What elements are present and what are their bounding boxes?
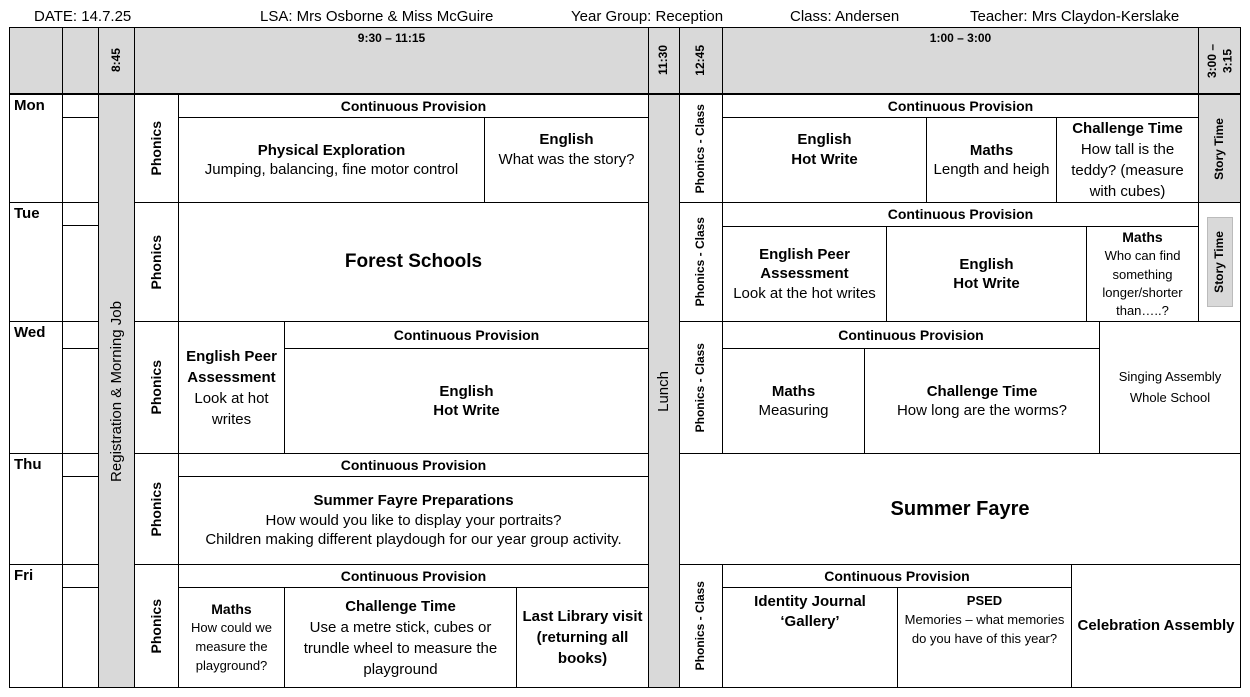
day-thu: Thu [9, 453, 63, 565]
mon-pm-challenge-time: Challenge Time How tall is the teddy? (measure with cubes) [1056, 117, 1199, 203]
fri-pm-psed: PSED Memories – what memories do you have of this year? [897, 587, 1072, 688]
time-930-1115: 9:30 – 11:15 [134, 27, 649, 94]
mon-pm-english: English Hot Write [722, 117, 927, 203]
fri-am-last-library-visit: Last Library visit (returning all books) [516, 587, 649, 688]
day-tue: Tue [9, 202, 63, 322]
time-845: 8:45 [98, 27, 135, 94]
grid-cell [62, 564, 99, 588]
phonics-class-fri: Phonics - Class [679, 564, 723, 688]
time-100-300: 1:00 – 3:00 [722, 27, 1199, 94]
wed-am-continuous-provision: Continuous Provision [284, 321, 649, 349]
wed-am-english: English Hot Write [284, 348, 649, 454]
wed-pm-continuous-provision: Continuous Provision [722, 321, 1100, 349]
time-1130: 11:30 [648, 27, 680, 94]
lsa-label: LSA: Mrs Osborne & Miss McGuire [260, 8, 494, 25]
wed-pm-maths: Maths Measuring [722, 348, 865, 454]
corner-cell-2 [62, 27, 99, 94]
class-label: Class: Andersen [790, 8, 900, 25]
day-fri: Fri [9, 564, 63, 688]
tue-story-time-cell [1198, 202, 1241, 322]
wed-pm-challenge-time: Challenge Time How long are the worms? [864, 348, 1100, 454]
thu-pm-summer-fayre: Summer Fayre [679, 453, 1241, 565]
grid-cell [62, 476, 99, 565]
fri-am-continuous-provision: Continuous Provision [178, 564, 649, 588]
corner-cell [9, 27, 63, 94]
fri-pm-identity-journal: Identity Journal ‘Gallery’ [722, 587, 898, 688]
phonics-wed: Phonics [134, 321, 179, 454]
grid-cell [62, 453, 99, 477]
tue-pm-english-peer-assessment: English Peer Assessment Look at the hot writes [722, 226, 887, 322]
phonics-tue: Phonics [134, 202, 179, 322]
grid-cell [62, 225, 99, 322]
thu-am-summer-fayre-preparations: Summer Fayre Preparations How would you like to display your portraits? Children making different playdough for our year group activity. [178, 476, 649, 565]
mon-story-time: Story Time [1198, 94, 1241, 203]
fri-am-maths: Maths How could we measure the playground? [178, 587, 285, 688]
grid-cell [62, 587, 99, 688]
grid-cell [62, 117, 99, 203]
mon-pm-maths: Maths Length and heigh [926, 117, 1057, 203]
registration-column: Registration & Morning Job [98, 94, 135, 688]
fri-pm-celebration-assembly: Celebration Assembly [1071, 564, 1241, 688]
fri-pm-continuous-provision: Continuous Provision [722, 564, 1072, 588]
phonics-mon: Phonics [134, 94, 179, 203]
year-group-label: Year Group: Reception [571, 8, 724, 25]
wed-am-english-peer-assessment: English Peer Assessment Look at hot writes [178, 321, 285, 454]
phonics-class-tue: Phonics - Class [679, 202, 723, 322]
time-1245: 12:45 [679, 27, 723, 94]
tue-am-forest-schools: Forest Schools [178, 202, 649, 322]
grid-cell [62, 202, 99, 226]
time-300-315: 3:00 – 3:15 [1198, 27, 1241, 94]
mon-pm-continuous-provision: Continuous Provision [722, 94, 1199, 118]
phonics-thu: Phonics [134, 453, 179, 565]
tue-pm-english: English Hot Write [886, 226, 1087, 322]
lunch-column: Lunch [648, 94, 680, 688]
tue-pm-maths: Maths Who can find something longer/shorter than…..? [1086, 226, 1199, 322]
grid-cell [62, 321, 99, 349]
grid-cell [62, 348, 99, 454]
teacher-label: Teacher: Mrs Claydon-Kerslake [970, 8, 1180, 25]
date-label: DATE: 14.7.25 [34, 8, 132, 25]
fri-am-challenge-time: Challenge Time Use a metre stick, cubes or trundle wheel to measure the playground [284, 587, 517, 688]
phonics-class-mon: Phonics - Class [679, 94, 723, 203]
mon-am-physical-exploration: Physical Exploration Jumping, balancing, fine motor control [178, 117, 485, 203]
thu-am-continuous-provision: Continuous Provision [178, 453, 649, 477]
day-mon: Mon [9, 94, 63, 203]
phonics-class-wed: Phonics - Class [679, 321, 723, 454]
phonics-fri: Phonics [134, 564, 179, 688]
wed-pm-singing-assembly: Singing Assembly Whole School [1099, 321, 1241, 454]
day-wed: Wed [9, 321, 63, 454]
tue-story-time: Story Time [1207, 217, 1233, 307]
tue-pm-continuous-provision: Continuous Provision [722, 202, 1199, 227]
grid-cell [62, 94, 99, 118]
mon-am-english: English What was the story? [484, 117, 649, 203]
mon-am-continuous-provision: Continuous Provision [178, 94, 649, 118]
